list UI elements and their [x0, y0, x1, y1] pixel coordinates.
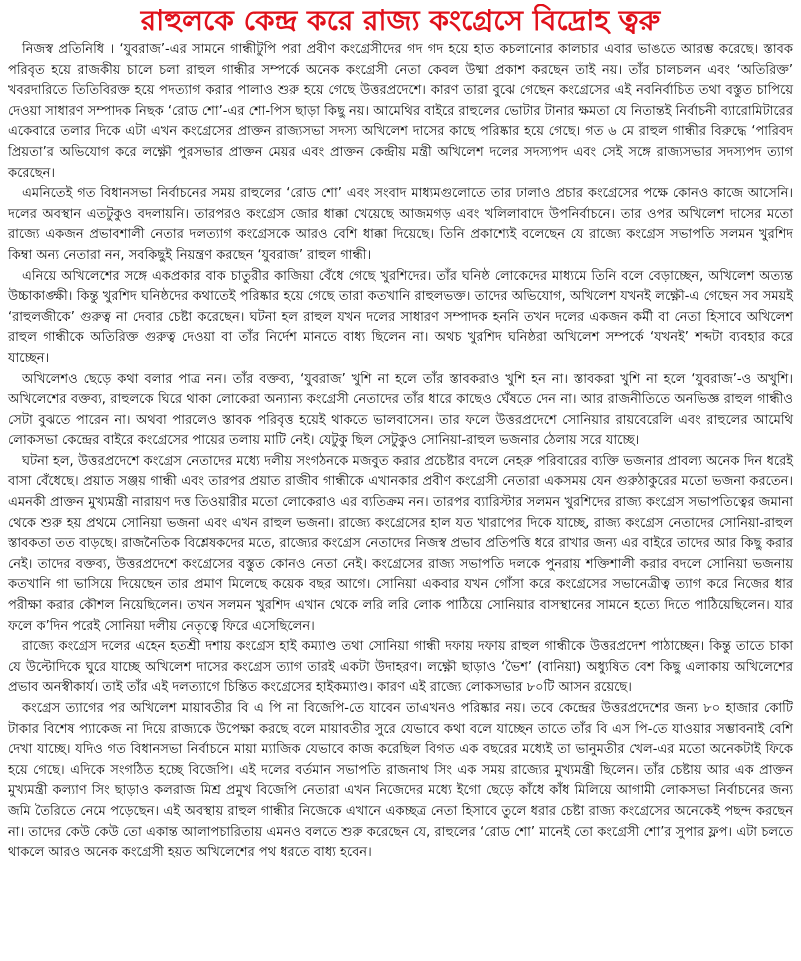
article-paragraph: অখিলেশও ছেড়ে কথা বলার পাত্র নন। তাঁর বক্তব্য, ‘যুবরাজ’ খুশি না হলে তাঁর স্তাবকরাও খুশি হন না। স্তাবকরা খুশি না হলে ‘যুবরাজ’-ও অখুশি। অখিলেশের বক্তব্য, রাহুলকে ঘিরে থাকা লোকেরা অন্যান্য কংগ্রেসী নেতাদের তাঁর ধারে কাছেও ঘেঁষতে দেন না। আর রাজনীতিতে অনভিজ্ঞ রাহুল গান্ধীও সেটা বুঝতে পারেন না। অথবা পারলেও স্তাবক পরিবৃত্ত হয়েই থাকতে ভালবাসেন। তার ফলে উত্তরপ্রদেশে সোনিয়ার রায়বেরেলি এবং রাহুলের আমেথি লোকসভা কেন্দ্রের বাইরে কংগ্রেসের পায়ের তলায় মাটি নেই। যেটুকু ছিল সেটুকুও সোনিয়া-রাহুল ভজনার ঠেলায় সরে যাচ্ছে।: [8, 371, 793, 449]
article-paragraph: ঘটনা হল, উত্তরপ্রদেশে কংগ্রেস নেতাদের মধ্যে দলীয় সংগঠনকে মজবুত করার প্রচেষ্টার বদলে নেহরু পরিবারের ব্যক্তি ভজনার প্রাবল্য অনেক দিন ধরেই বাসা বেঁধেছে। প্রয়াত সঞ্জয় গান্ধী এবং তারপর প্রয়াত রাজীব গান্ধীকে এখানকার প্রবীণ কংগ্রেসী নেতারা একসময় যেন গুরুঠাকুরের মতো ভজনা করতেন। এমনকী প্রাক্তন মুখ্যমন্ত্রী নারায়ণ দত্ত তিওয়ারীর মতো লোকেরাও এর ব্যতিক্রম নন। তারপর ব্যারিস্টার সলমন খুরশিদের রাজ্য কংগ্রেস সভাপতিত্বের জমানা থেকে শুরু হয় প্রথমে সোনিয়া ভজনা এবং এখন রাহুল ভজনা। রাজ্যে কংগ্রেসের হাল যত খারাপের দিকে যাচ্ছে, রাজ্য কংগ্রেস নেতাদের সোনিয়া-রাহুল স্তাবকতা তত বাড়ছে। রাজনৈতিক বিশ্লেষকদের মতে, রাজ্যের কংগ্রেস নেতাদের নিজস্ব প্রভাব প্রতিপত্তি ধরে রাখার জন্য এর বাইরে তাদের আর কিছু করার নেই। তাদের বক্তব্য, উত্তরপ্রদেশে কংগ্রেসের বস্তুত কোনও নেতা নেই। কংগ্রেসের রাজ্য সভাপতি দলকে পুনরায় শক্তিশালী করার বদলে সোনিয়া ভজনায় কতখানি গা ভাসিয়ে দিয়েছেন তার প্রমাণ মিলেছে কয়েক বছর আগে। সোনিয়া একবার যখন গোঁসা করে কংগ্রেসের সভানেত্রীত্ব ত্যাগ করে নিজের ধার পরীক্ষা করার কৌশল নিয়েছিলেন। তখন সলমন খুরশিদ এখান থেকে লরি লরি লোক পাঠিয়ে সোনিয়ার বাসস্থানের সামনে হত্যে দিতে পাঠিয়েছিলেন। যার ফলে ক’দিন পরেই সোনিয়া দলীয় নেতৃত্বে ফিরে এসেছিলেন।: [8, 453, 793, 634]
article-body: [8, 40, 793, 864]
article-paragraph: এমনিতেই গত বিধানসভা নির্বাচনের সময় রাহুলের ‘রোড শো’ এবং সংবাদ মাধ্যমগুলোতে তার ঢালাও প্রচার কংগ্রেসের পক্ষে কোনও কাজে আসেনি। দলের অবস্থান এতটুকুও বদলায়নি। তারপরও কংগ্রেস জোর ধাক্কা খেয়েছে আজমগড় এবং খলিলাবাদে উপনির্বাচনে। তার ওপর অখিলেশ দাসের মতো রাজ্যে একজন প্রভাবশালী নেতার দলত্যাগ কংগ্রেসকে আরও বেশি ধাক্কা দিয়েছে। তিনি প্রকাশ্যেই বলেছেন যে রাজ্যে কংগ্রেস সভাপতি সলমন খুরশিদ কিম্বা অন্য নেতারা নন, সবকিছুই নিয়ন্ত্রণ করছেন ‘যুবরাজ’ রাহুল গান্ধী।: [8, 186, 793, 263]
article-paragraph: কংগ্রেস ত্যাগের পর অখিলেশ মায়াবতীর বি এ পি না বিজেপি-তে যাবেন তাএখনও পরিষ্কার নয়। তবে কেন্দ্রের উত্তরপ্রদেশের জন্য ৮০ হাজার কোটি টাকার বিশেষ প্যাকেজ না দিয়ে রাজ্যকে উপেক্ষা করছে বলে মায়াবতীর সুরে যেভাবে কথা বলে যাচ্ছেন তাতে তাঁর বি এস পি-তে যাওয়ার সম্ভাবনাই বেশি দেখা যাচ্ছে। যদিও গত বিধানসভা নির্বাচনে মায়া ম্যাজিক যেভাবে কাজ করেছিল বিগত এক বছরের মধ্যেই তা ভানুমতীর খেল-এর মতো অনেকটাই ফিকে হয়ে গেছে। এদিকে সংগঠিত হচ্ছে বিজেপি। এই দলের বর্তমান সভাপতি রাজনাথ সিং এক সময় রাজ্যের মুখ্যমন্ত্রী ছিলেন। তাঁর চেষ্টায় আর এক প্রাক্তন মুখ্যমন্ত্রী কল্যাণ সিং ছাড়াও কলরাজ মিশ্র প্রমুখ বিজেপি নেতারা এখন নিজেদের মধ্যে ইগো ছেড়ে কাঁধে কাঁধ মিলিয়ে আগামী লোকসভা নির্বাচনের জন্য জমি তৈরিতে নেমে পড়েছেন। এই অবস্থায় রাহুল গান্ধীর নিজেকে এখানে একচ্ছত্র নেতা হিসাবে তুলে ধরার চেষ্টা রাজ্য কংগ্রেসের অনেকেই পছন্দ করছেন না। তাদের কেউ কেউ তো একান্ত আলাপচারিতায় এমনও বলতে শুরু করেছেন যে, রাহুলের ‘রোড শো’ মানেই তো কংগ্রেসী শো’র সুপার ফ্লপ। এটা চলতে থাকলে আরও অনেক কংগ্রেসী হয়ত অখিলেশের পথ ধরতে বাধ্য হবেন।: [8, 701, 793, 861]
article-paragraph: নিজস্ব প্রতিনিধি । ‘যুবরাজ’-এর সামনে গান্ধীটুপি পরা প্রবীণ কংগ্রেসীদের গদ গদ হয়ে হাত কচলানোর কালচার এবার ভাঙতে আরম্ভ করেছে। স্তাবক পরিবৃত হয়ে রাজকীয় চালে চলা রাহুল গান্ধীর সম্পর্কে অনেক কংগ্রেসী নেতা কেবল উষ্মা প্রকাশ করছেন তাই নয়। তাঁর চালচলন এবং ‘অতিরিক্ত’ খবরদারিতে তিতিবিরক্ত হয়ে পদত্যাগ করার পালাও শুরু হয়ে গেছে উত্তরপ্রদেশে। কারণ তারা বুঝে গেছেন কংগ্রেসের এই নবনির্বাচিত তথা বস্তুত চাপিয়ে দেওয়া সাধারণ সম্পাদক নিছক ‘রোড শো’-এর শো-পিস ছাড়া কিছু নয়। আমেথির বাইরে রাহুলের ভোটার টানার ক্ষমতা যে নিতান্তই নির্বাচনী ব্যারোমিটারের একেবারে তলার দিকে এটা এখন কংগ্রেসের প্রাক্তন রাজ্যসভা সদস্য অখিলেশ দাসের কাছে পরিষ্কার হয়ে গেছে। গত ৬ মে রাহুল গান্ধীর বিরুদ্ধে ‘পারিবদ প্রিয়তা’র অভিযোগ করে লক্ষ্ণৌ পুরসভার প্রাক্তন মেয়র এবং প্রাক্তন কেন্দ্রীয় মন্ত্রী অখিলেশ দলের সদস্যপদ এবং সেই সঙ্গে রাজ্যসভার সদস্যপদ ত্যাগ করেছেন।: [8, 42, 793, 181]
article-paragraph: রাজ্যে কংগ্রেস দলের এহেন হতশ্রী দশায় কংগ্রেস হাই কম্যাণ্ড তথা সোনিয়া গান্ধী দফায় দফায় রাহুল গান্ধীকে উত্তরপ্রদেশ পাঠাচ্ছেন। কিন্তু তাতে চাকা যে উল্টোদিকে ঘুরে যাচ্ছে অখিলেশ দাসের কংগ্রেস ত্যাগ তারই একটা উদাহরণ। লক্ষ্ণৌ ছাড়াও ‘ভৈশ’ (বানিয়া) অধ্যুষিত বেশ কিছু এলাকায় অখিলেশের প্রভাব অনস্বীকার্য। তাই তাঁর এই দলত্যাগে চিন্তিত কংগ্রেসের হাইকম্যাণ্ড। কারণ এই রাজ্যে লোকসভার ৮০টি আসন রয়েছে।: [8, 639, 793, 696]
article-paragraph: এনিয়ে অখিলেশের সঙ্গে একপ্রকার বাক চাতুরীর কাজিয়া বেঁধে গেছে খুরশিদের। তাঁর ঘনিষ্ঠ লোকেদের মাধ্যমে তিনি বলে বেড়াচ্ছেন, অখিলেশ অত্যন্ত উচ্চাকাঙ্ক্ষী। কিন্তু খুরশিদ ঘনিষ্ঠদের কথাতেই পরিষ্কার হয়ে গেছে তারা কতখানি রাহুলভক্ত। তাদের অভিযোগ, অখিলেশ যখনই লক্ষ্ণৌ-এ গেছেন সব সময়ই ‘রাহুলজীকে’ গুরুত্ব না দেবার চেষ্টা করেছেন। ঘটনা হল রাহুল যখন দলের সাধারণ সম্পাদক হননি তখন দলের একজন কর্মী বা নেতা হিসাবে অখিলেশ রাহুল গান্ধীকে অতিরিক্ত গুরুত্ব দেওয়া বা তাঁর নির্দেশ মানতে বাধ্য ছিলেন না। অথচ খুরশিদ ঘনিষ্ঠরা অখিলেশ সম্পর্কে ‘যখনই’ শব্দটা ব্যবহার করে যাচ্ছেন।: [8, 268, 793, 366]
article-headline: রাহুলকে কেন্দ্র করে রাজ্য কংগ্রেসে বিদ্রোহ ত্বরু: [140, 4, 661, 37]
